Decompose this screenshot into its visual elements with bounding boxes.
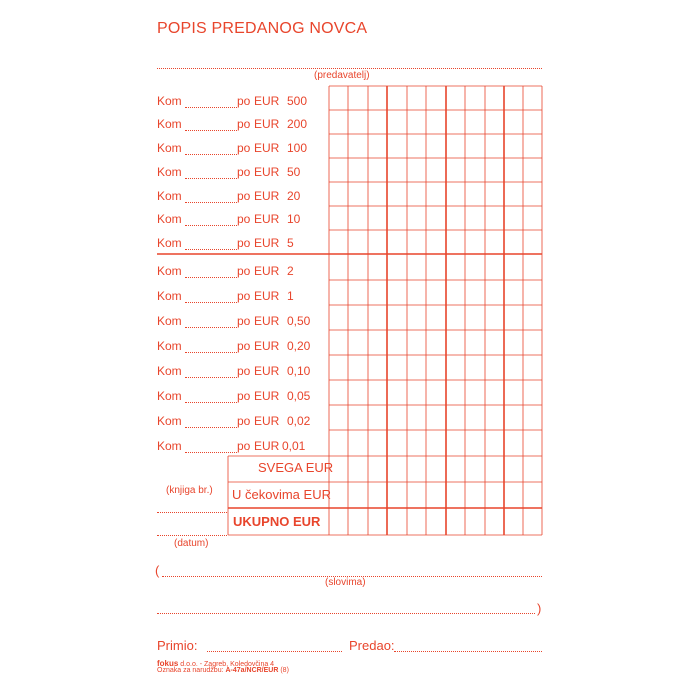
svega-label: SVEGA EUR — [258, 460, 334, 475]
eur-label: EUR — [254, 94, 280, 108]
denomination-value: 50 — [287, 165, 301, 179]
kom-label: Kom — [157, 364, 182, 378]
kom-label: Kom — [157, 264, 182, 278]
denomination-value: 5 — [287, 236, 294, 250]
eur-label: EUR — [254, 439, 280, 453]
kom-label: Kom — [157, 141, 182, 155]
kom-label: Kom — [157, 236, 182, 250]
predavatelj-label: (predavatelj) — [314, 70, 370, 81]
po-label: po — [237, 189, 251, 203]
cekovi-label: U čekovima EUR — [232, 487, 331, 502]
eur-label: EUR — [254, 141, 280, 155]
po-label: po — [237, 264, 251, 278]
denomination-value: 200 — [287, 117, 308, 131]
eur-label: EUR — [254, 117, 280, 131]
eur-label: EUR — [254, 165, 280, 179]
open-paren: ( — [155, 563, 160, 578]
po-label: po — [237, 141, 251, 155]
denomination-value: 20 — [287, 189, 301, 203]
slovima-label: (slovima) — [325, 577, 366, 588]
eur-label: EUR — [254, 364, 280, 378]
denomination-value: 0,10 — [287, 364, 311, 378]
denomination-value: 2 — [287, 264, 294, 278]
denomination-value: 0,05 — [287, 389, 311, 403]
denomination-value: 100 — [287, 141, 308, 155]
kom-label: Kom — [157, 117, 182, 131]
eur-label: EUR — [254, 289, 280, 303]
eur-label: EUR — [254, 314, 280, 328]
kom-label: Kom — [157, 314, 182, 328]
po-label: po — [237, 339, 251, 353]
denomination-value: 1 — [287, 289, 294, 303]
knjiga-label: (knjiga br.) — [166, 485, 213, 496]
po-label: po — [237, 212, 251, 226]
denomination-value: 10 — [287, 212, 301, 226]
brand-logo-text: fokus — [157, 659, 179, 668]
denomination-value: 0,50 — [287, 314, 311, 328]
eur-label: EUR — [254, 389, 280, 403]
close-paren: ) — [537, 601, 542, 616]
eur-label: EUR — [254, 212, 280, 226]
ukupno-label: UKUPNO EUR — [233, 514, 321, 529]
eur-label: EUR — [254, 189, 280, 203]
kom-label: Kom — [157, 414, 182, 428]
form-title: POPIS PREDANOG NOVCA — [157, 20, 368, 37]
datum-label: (datum) — [174, 538, 209, 549]
kom-label: Kom — [157, 189, 182, 203]
kom-label: Kom — [157, 165, 182, 179]
po-label: po — [237, 117, 251, 131]
kom-label: Kom — [157, 94, 182, 108]
primio-label: Primio: — [157, 638, 198, 653]
po-label: po — [237, 236, 251, 250]
denomination-value: 0,02 — [287, 414, 311, 428]
eur-label: EUR — [254, 236, 280, 250]
eur-label: EUR — [254, 264, 280, 278]
kom-label: Kom — [157, 389, 182, 403]
denomination-value: 0,20 — [287, 339, 311, 353]
po-label: po — [237, 414, 251, 428]
eur-label: EUR — [254, 414, 280, 428]
kom-label: Kom — [157, 339, 182, 353]
po-label: po — [237, 364, 251, 378]
eur-label: EUR — [254, 339, 280, 353]
kom-label: Kom — [157, 212, 182, 226]
predao-label: Predao: — [349, 638, 395, 653]
kom-label: Kom — [157, 439, 182, 453]
po-label: po — [237, 314, 251, 328]
denomination-value: 500 — [287, 94, 308, 108]
denomination-value: 0,01 — [282, 439, 306, 453]
po-label: po — [237, 389, 251, 403]
po-label: po — [237, 289, 251, 303]
company-address: d.o.o. - Zagreb, Koledovčina 4 — [178, 661, 275, 668]
order-code: A-47a/NCR/EUR — [225, 667, 279, 674]
order-label: Oznaka za narudžbu: — [157, 667, 226, 674]
kom-label: Kom — [157, 289, 182, 303]
po-label: po — [237, 94, 251, 108]
order-suffix: (8) — [278, 667, 289, 674]
po-label: po — [237, 165, 251, 179]
po-label: po — [237, 439, 251, 453]
